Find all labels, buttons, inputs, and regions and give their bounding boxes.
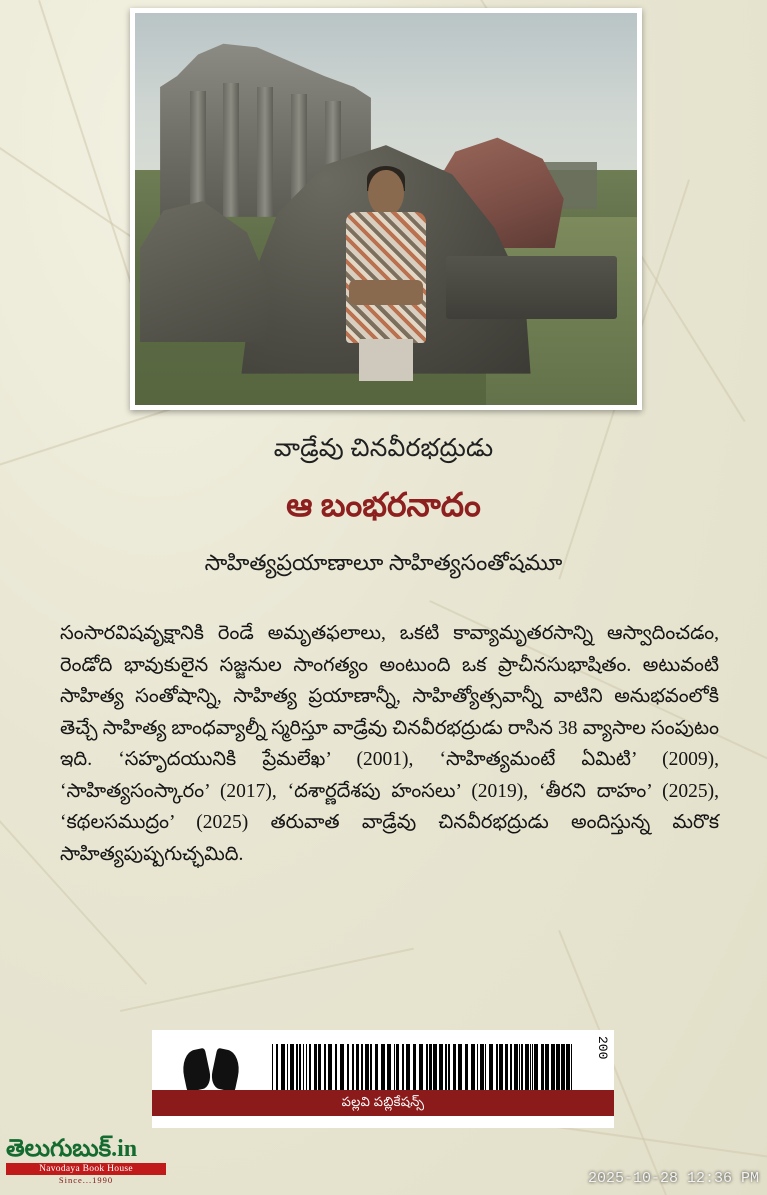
author-name: వాడ్రేవు చినవీరభద్రుడు: [273, 435, 494, 462]
author-photo: [130, 8, 642, 410]
watermark-site: [6, 1137, 166, 1161]
book-subtitle: సాహిత్యప్రయాణాలూ సాహిత్యసంతోషమూ: [204, 550, 563, 575]
watermark: [6, 1137, 166, 1185]
price-value: 200: [595, 1036, 610, 1060]
background-crack: [120, 948, 414, 1012]
watermark-site-name: తెలుగుబుక్: [6, 1136, 112, 1162]
photo-person: [346, 170, 426, 382]
publisher-name-bar: పల్లవి పబ్లికేషన్స్: [152, 1090, 614, 1116]
title-block: [0, 435, 767, 581]
watermark-shop: Navodaya Book House: [6, 1163, 166, 1175]
watermark-domain: .in: [111, 1136, 138, 1162]
watermark-since: Since...1990: [58, 1175, 114, 1185]
back-cover-blurb: సంసారవిషవృక్షానికి రెండే అమృతఫలాలు, ఒకటి కావ్యామృతరసాన్ని ఆస్వాదించడం, రెండోది భావుకులైన సజ్జనుల సాంగత్యం అంటుంది ఒక ప్రాచీనసుభాషితం. అటువంటి సాహిత్య సంతోషాన్ని, సాహిత్య ప్రయాణాన్నీ, సాహిత్యోత్సవాన్నీ వాటిని అనుభవంలోకి తెచ్చే సాహిత్య బాంధవ్యాల్నీ స్మరిస్తూ వాడ్రేవు చినవీరభద్రుడు రాసిన 38 వ్యాసాల సంపుటం ఇది. ‘సహృదయునికి ప్రేమలేఖ’ (2001), ‘సాహిత్యమంటే ఏమిటి’ (2009), ‘సాహిత్యసంస్కారం’ (2017), ‘దశార్ణదేశపు హంసలు’ (2019), ‘తీరని దాహం’ (2025), ‘కథలసముద్రం’ (2025) తరువాత వాడ్రేవు చినవీరభద్రుడు అందిస్తున్న మరొక సాహిత్యపుష్పగుచ్ఛమిది.: [60, 623, 719, 866]
screenshot-timestamp: 2025-10-28 12:36 PM: [587, 1170, 759, 1187]
photo-stone-slab: [446, 256, 617, 319]
book-title: ఆ బంభరనాదం: [286, 488, 481, 524]
